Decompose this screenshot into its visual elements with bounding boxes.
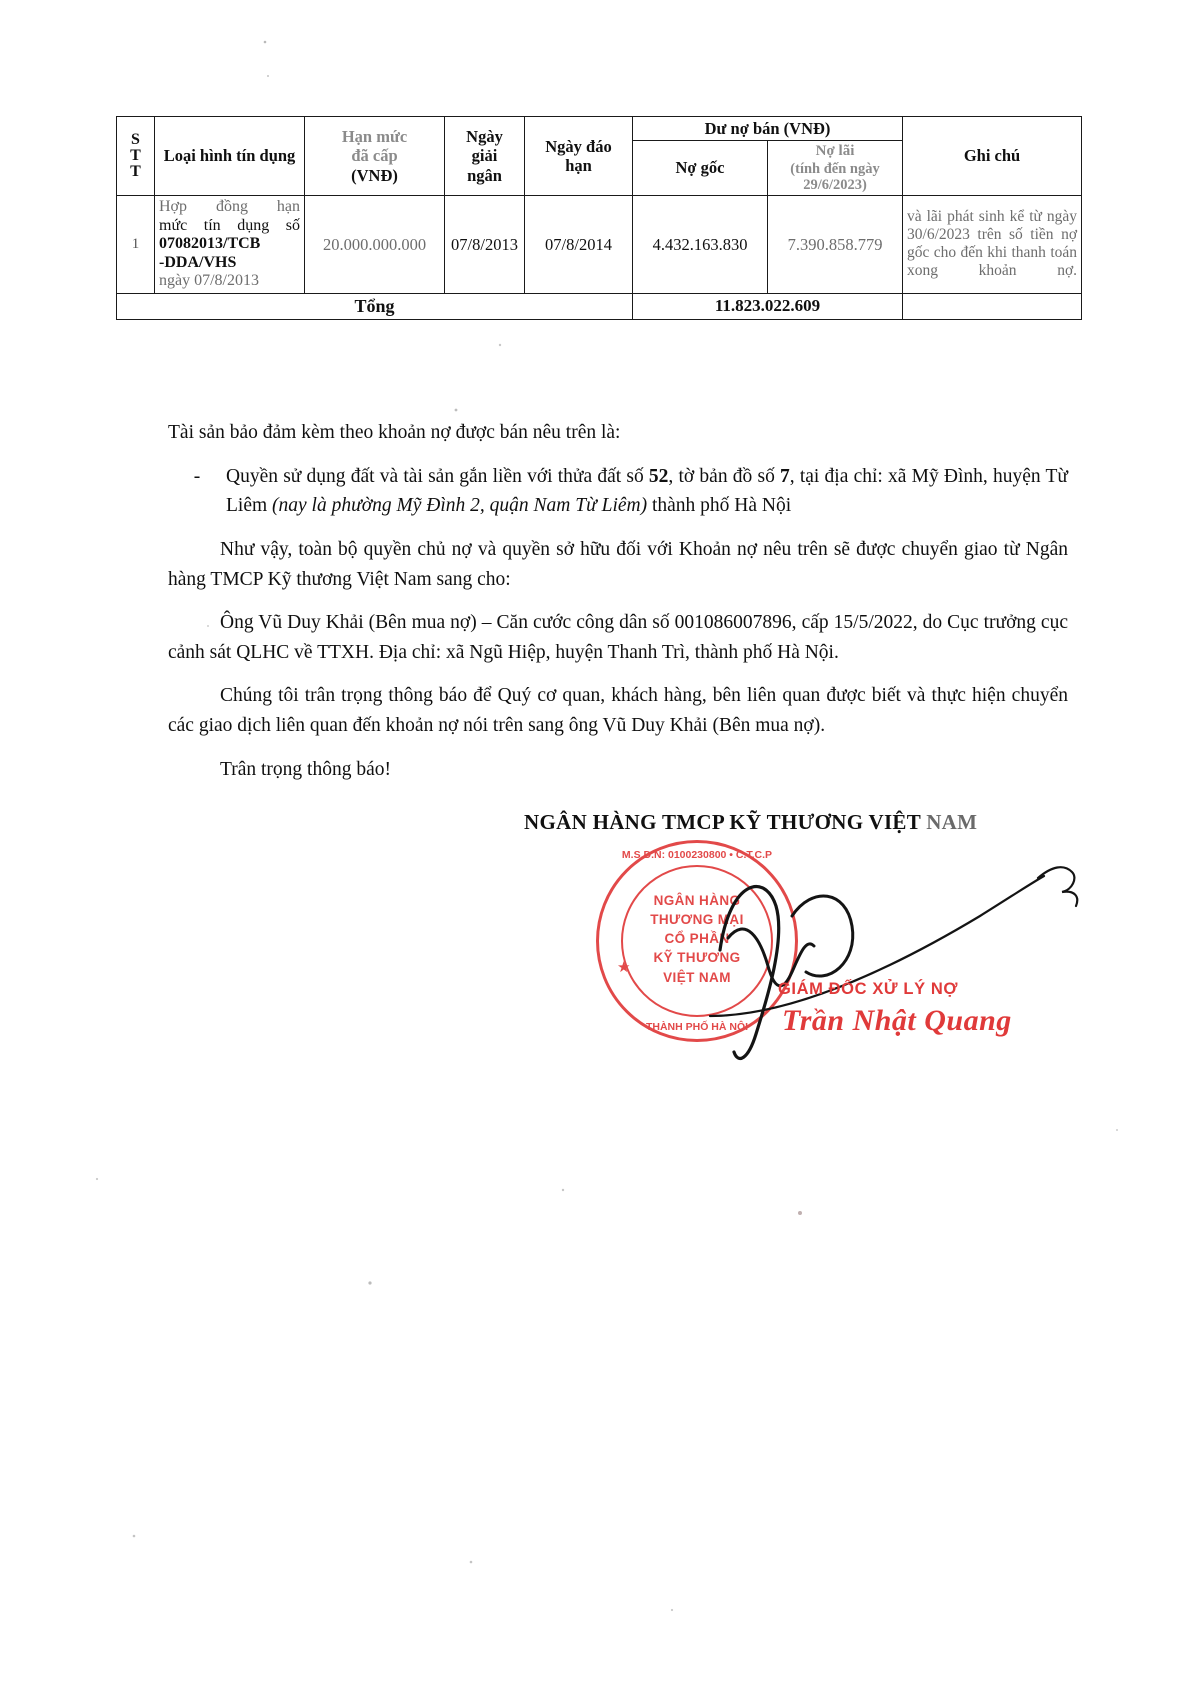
paragraph-collateral-intro: Tài sản bảo đảm kèm theo khoản nợ được bán nêu trên là: bbox=[168, 422, 621, 443]
header-han-muc-da-cap bbox=[305, 117, 445, 196]
header-du-no-ban: Dư nợ bán (VNĐ) bbox=[633, 117, 903, 141]
stamp-line-3: CỔ PHẦN bbox=[664, 931, 730, 947]
stamp-line-4: KỸ THƯƠNG bbox=[653, 950, 741, 966]
signature-org-fade: NAM bbox=[920, 810, 978, 834]
loai-hinh-line5: ngày 07/8/2013 bbox=[159, 272, 259, 290]
table-header-row-1 bbox=[117, 117, 1082, 141]
cell-stt: 1 bbox=[117, 195, 155, 293]
header-no-lai-line1: Nợ lãi bbox=[815, 143, 855, 160]
stamp-star-icon: ★ bbox=[617, 960, 631, 976]
bullet-plot-number: 52 bbox=[648, 465, 669, 487]
paragraph-buyer: Ông Vũ Duy Khải (Bên mua nợ) – Căn cước công dân số 001086007896, cấp 15/5/2022, do Cục trưởng cục cảnh sát QLHC về TTXH. Địa chỉ: xã Ngũ Hiệp, huyện Thanh Trì, thành phố Hà Nội. bbox=[168, 612, 1068, 663]
header-stt bbox=[117, 117, 155, 196]
cell-ngay-dao-han: 07/8/2014 bbox=[525, 195, 633, 293]
header-ngay-giai-ngan bbox=[445, 117, 525, 196]
cell-no-goc: 4.432.163.830 bbox=[633, 195, 768, 293]
header-ngay-dao-han bbox=[525, 117, 633, 196]
header-ghi-chu: Ghi chú bbox=[903, 117, 1082, 196]
stamp-arc-bottom: THÀNH PHỐ HÀ NỘI bbox=[645, 1021, 749, 1033]
header-giai-ngan-line2: giải bbox=[471, 146, 498, 166]
cell-han-muc: 20.000.000.000 bbox=[305, 195, 445, 293]
header-giai-ngan-line3: ngân bbox=[467, 165, 502, 185]
table-total-row bbox=[117, 293, 1082, 319]
stt-letter-t2: T bbox=[130, 162, 141, 180]
header-no-lai bbox=[768, 141, 903, 196]
signature-name: Trần Nhật Quang bbox=[782, 1004, 1012, 1037]
header-loai-hinh-tin-dung: Loại hình tín dụng bbox=[155, 117, 305, 196]
loai-hinh-line2: mức tín dụng số bbox=[159, 216, 300, 234]
stamp-arc-top: M.S.D.N: 0100230800 • C.T.C.P bbox=[621, 849, 773, 861]
header-no-lai-line3: 29/6/2023) bbox=[803, 176, 867, 193]
stamp-line-2: THƯƠNG MẠI bbox=[650, 912, 744, 928]
header-han-muc-line3: (VNĐ) bbox=[351, 165, 398, 185]
header-han-muc-line1: Hạn mức bbox=[341, 127, 408, 147]
header-no-lai-line2: (tính đến ngày bbox=[790, 160, 880, 177]
signature-block bbox=[0, 800, 1190, 1260]
header-dao-han-line1: Ngày đáo bbox=[545, 136, 612, 156]
stamp-line-5: VIỆT NAM bbox=[663, 969, 731, 985]
total-empty-cell bbox=[903, 293, 1082, 319]
bullet-text-part2: , tờ bản đồ số bbox=[668, 465, 781, 487]
total-label: Tổng bbox=[117, 293, 633, 319]
header-han-muc-line2: đã cấp bbox=[351, 146, 398, 166]
stt-letter-t1: T bbox=[130, 146, 141, 164]
paragraph-notice: Chúng tôi trân trọng thông báo để Quý cơ quan, khách hàng, bên liên quan được biết và thực hiện chuyển các giao dịch liên quan đến khoản nợ nói trên sang ông Vũ Duy Khải (Bên mua nợ). bbox=[168, 685, 1068, 736]
bullet-text bbox=[226, 462, 1068, 521]
cell-loai-hinh bbox=[155, 195, 305, 293]
document-body bbox=[168, 418, 1068, 792]
bullet-text-italic: (nay là phường Mỹ Đình 2, quận Nam Từ Liêm) bbox=[272, 495, 648, 517]
handwritten-signature bbox=[560, 820, 1120, 1080]
stt-letter-s: S bbox=[131, 130, 140, 148]
debt-table bbox=[116, 116, 1082, 320]
header-no-goc: Nợ gốc bbox=[633, 141, 768, 196]
paragraph-transfer: Như vậy, toàn bộ quyền chủ nợ và quyền sở hữu đối với Khoản nợ nêu trên sẽ được chuyển giao từ Ngân hàng TMCP Kỹ thương Việt Nam sang cho: bbox=[168, 538, 1068, 590]
bullet-text-part4: thành phố Hà Nội bbox=[647, 495, 792, 517]
bullet-text-part1: Quyền sử dụng đất và tài sản gắn liền với thửa đất số bbox=[226, 465, 649, 487]
loai-hinh-line3: 07082013/TCB bbox=[159, 235, 261, 253]
stamp-line-1: NGÂN HÀNG bbox=[653, 893, 741, 908]
loai-hinh-line4: -DDA/VHS bbox=[159, 253, 237, 271]
cell-ngay-giai-ngan: 07/8/2013 bbox=[445, 195, 525, 293]
header-dao-han-line2: hạn bbox=[565, 155, 592, 175]
debt-table-container bbox=[116, 116, 1081, 320]
cell-ghi-chu: và lãi phát sinh kể từ ngày 30/6/2023 trên số tiền nợ gốc cho đến khi thanh toán xong khoản nợ. bbox=[903, 195, 1082, 293]
paragraph-closing: Trân trọng thông báo! bbox=[220, 758, 391, 780]
cell-no-lai: 7.390.858.779 bbox=[768, 195, 903, 293]
signature-title: GIÁM ĐỐC XỬ LÝ NỢ bbox=[778, 980, 959, 998]
collateral-bullet bbox=[168, 462, 1068, 521]
header-giai-ngan-line1: Ngày bbox=[466, 127, 503, 147]
loai-hinh-line1: Hợp đồng hạn bbox=[159, 197, 300, 215]
bullet-dash-icon: - bbox=[193, 465, 201, 487]
table-row bbox=[117, 195, 1082, 293]
signature-org-main: NGÂN HÀNG TMCP KỸ THƯƠNG VIỆT bbox=[524, 810, 921, 834]
bullet-sheet-number: 7 bbox=[780, 465, 790, 487]
total-value: 11.823.022.609 bbox=[633, 293, 903, 319]
bullet-text-part3: , tại địa chỉ: xã Mỹ Đình, huyện Từ Liêm bbox=[226, 465, 1068, 517]
